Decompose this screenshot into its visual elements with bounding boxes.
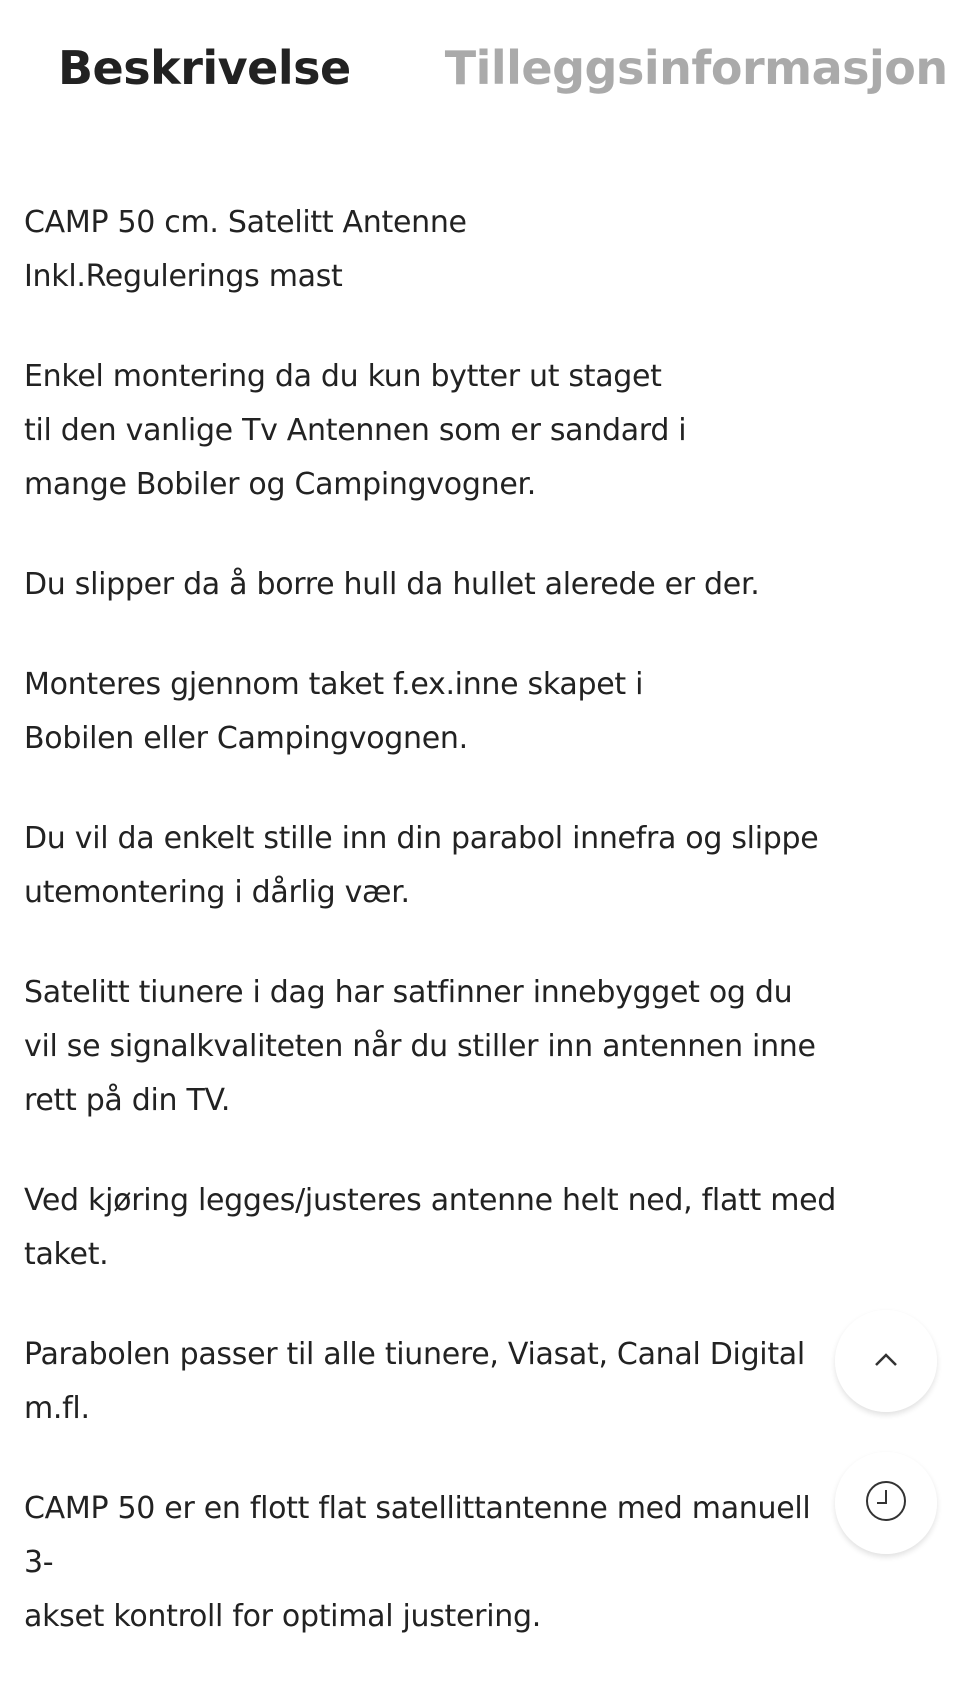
tab-beskrivelse[interactable]: Beskrivelse bbox=[58, 41, 351, 95]
clock-icon bbox=[864, 1479, 908, 1527]
description-paragraph: Enkel montering da du kun bytter ut staget til den vanlige Tv Antennen som er sandard i mange Bobiler og Campingvogner. bbox=[24, 359, 687, 502]
tab-tilleggsinformasjon[interactable]: Tilleggsinformasjon bbox=[444, 41, 948, 95]
description-paragraph: Satelitt tiunere i dag har satfinner innebygget og du vil se signalkvaliteten når du stiller inn antennen inne rett på din TV. bbox=[24, 975, 816, 1118]
tab-bar bbox=[58, 36, 948, 100]
history-button[interactable] bbox=[835, 1452, 937, 1554]
description-paragraph: CAMP 50 cm. Satelitt Antenne Inkl.Regulerings mast bbox=[24, 205, 467, 294]
chevron-up-icon bbox=[871, 1349, 901, 1373]
description-paragraph: Parabolen passer til alle tiunere, Viasat, Canal Digital m.fl. bbox=[24, 1337, 805, 1426]
description-paragraph: Monteres gjennom taket f.ex.inne skapet i Bobilen eller Campingvognen. bbox=[24, 667, 644, 756]
description-paragraph: Du vil da enkelt stille inn din parabol innefra og slippe utemontering i dårlig vær. bbox=[24, 821, 819, 910]
description-paragraph: Ved kjøring legges/justeres antenne helt ned, flatt med taket. bbox=[24, 1183, 837, 1272]
description-paragraph: CAMP 50 er en flott flat satellittantenne med manuell 3- akset kontroll for optimal justering. bbox=[24, 1491, 811, 1634]
description-paragraph: Du slipper da å borre hull da hullet alerede er der. bbox=[24, 567, 760, 602]
scroll-to-top-button[interactable] bbox=[835, 1310, 937, 1412]
description-content bbox=[24, 196, 944, 1690]
